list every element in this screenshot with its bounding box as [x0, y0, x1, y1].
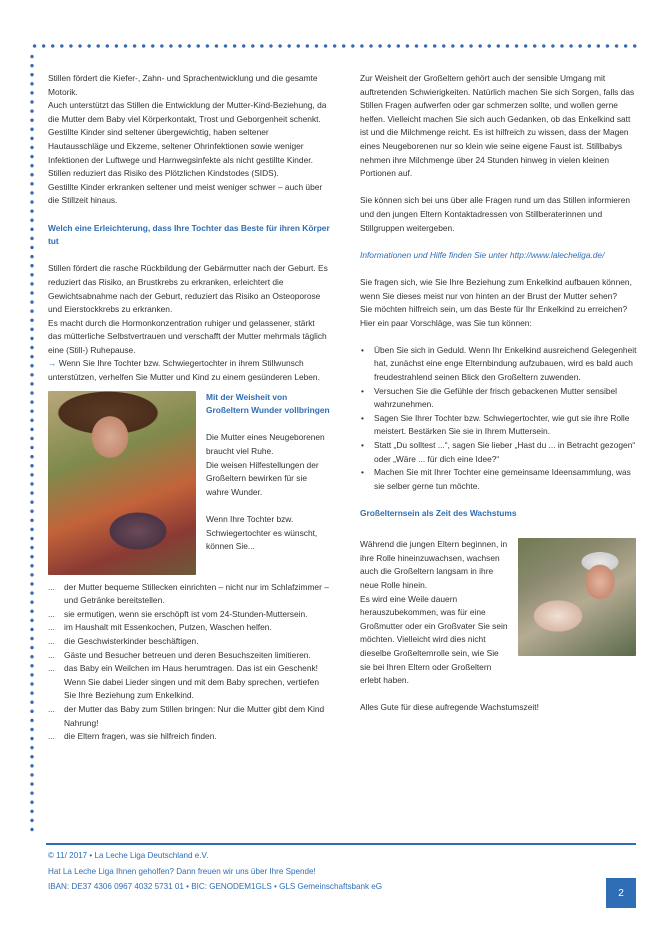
- mother-with-baby-photo: [48, 391, 196, 575]
- intro-paragraph: Gestillte Kinder erkranken seltener und meist weniger schwer – auch über die Stillzeit hinaus.: [48, 181, 323, 206]
- arrow-icon: →: [48, 358, 57, 369]
- intro-paragraph: Gestillte Kinder sind seltener übergewichtig, haben seltener Hautausschläge und Ekzeme, seltener Ohrinfektionen sowie weniger Infektionen der Luftwege und Harnwegsinfekte als nicht gestillte Kinder. Stillen reduziert das Risiko des Plötzlichen Kindstodes (SIDS).: [48, 127, 313, 179]
- caption-text: Wenn Ihre Tochter bzw. Schwiegertochter es wünscht, können Sie...: [206, 514, 318, 552]
- suggestion-list: [360, 344, 638, 494]
- photo-block: [48, 391, 330, 575]
- body-paragraph: Sie möchten hilfreich sein, um das Beste für Ihr Enkelkind zu erreichen? Hier ein paar Vorschläge, was Sie tun können:: [360, 304, 628, 328]
- caption-text: Die weisen Hilfestellungen der Großeltern bewirken für sie wahre Wunder.: [206, 459, 319, 497]
- list-item: ... die Geschwisterkinder beschäftigen.: [48, 635, 330, 649]
- bank-details-line: IBAN: DE37 4306 0967 4032 5731 01 • BIC: GENODEM1GLS • GLS Gemeinschaftsbank eG: [48, 882, 383, 891]
- list-item: • Üben Sie sich in Geduld. Wenn Ihr Enkelkind ausreichend Gelegenheit hat, zunächst eine enge Elternbindung aufzubauen, wird es bald auch freudestrahlend seinen Blick den Großeltern zuwenden.: [360, 344, 638, 385]
- copyright-line: © 11/ 2017 • La Leche Liga Deutschland e.V.: [48, 851, 209, 860]
- page-number: 2: [606, 878, 636, 908]
- closing-text: Alles Gute für diese aufregende Wachstumszeit!: [360, 702, 539, 713]
- photo-caption: [206, 391, 330, 575]
- list-item: • Sagen Sie Ihrer Tochter bzw. Schwiegertochter, wie gut sie ihre Rolle meistert. Bestärken Sie sie in Ihrem Muttersein.: [360, 412, 638, 439]
- right-column: [360, 72, 638, 715]
- list-item: ... das Baby ein Weilchen im Haus herumtragen. Das ist ein Geschenk! Wenn Sie dabei Lieder singen und mit dem Baby sprechen, vertiefen Sie Ihre Beziehung zum Enkelkind.: [48, 662, 330, 703]
- list-item: ... Gäste und Besucher betreuen und deren Besuchszeiten limitieren.: [48, 649, 330, 663]
- info-link[interactable]: Informationen und Hilfe finden Sie unter http://www.lalecheliga.de/: [360, 249, 605, 260]
- body-paragraph: Es macht durch die Hormonkonzentration ruhiger und gelassener, stärkt das mütterliche Selbstvertrauen und verschafft der Mutter mehrmals täglich eine (Still-) Ruhepause.: [48, 317, 327, 355]
- section-heading: Welch eine Erleichterung, dass Ihre Tochter das Beste für ihren Körper tut: [48, 222, 330, 247]
- list-item: • Machen Sie mit Ihrer Tochter eine gemeinsame Ideensammlung, was sie selber gerne tun möchte.: [360, 466, 638, 493]
- help-list: [48, 581, 330, 744]
- photo-heading: Mit der Weisheit von Großeltern Wunder vollbringen: [206, 391, 330, 416]
- photo-block: [360, 538, 638, 688]
- donation-line: Hat La Leche Liga Ihnen geholfen? Dann freuen wir uns über Ihre Spende!: [48, 866, 316, 876]
- body-paragraph: Zur Weisheit der Großeltern gehört auch der sensible Umgang mit auftretenden Schwierigkeiten. Natürlich machen Sie sich Sorgen, falls das Stillen Fragen aufwerfen oder gar schmerzen sollte, und wollen gerne helfen. Vielleicht machen Sie sich auch Gedanken, ob das Enkelkind satt ist und die Milchmenge reicht. Es ist hilfreich zu wissen, dass der Magen eines Neugeborenen nur so klein wie seine eigene Faust ist. Stillbabys nehmen ihre Milchmenge über 24 Stunden hinweg in vielen kleinen Portionen auf.: [360, 73, 635, 179]
- list-item: ... der Mutter das Baby zum Stillen bringen: Nur die Mutter gibt dem Kind Nahrung!: [48, 703, 330, 730]
- arrow-note: [48, 357, 330, 384]
- list-item: ... die Eltern fragen, was sie hilfreich finden.: [48, 730, 330, 744]
- section-heading: Großelternsein als Zeit des Wachstums: [360, 508, 517, 518]
- photo-caption: [360, 538, 510, 688]
- list-item: ... im Haushalt mit Essenkochen, Putzen, Waschen helfen.: [48, 621, 330, 635]
- body-paragraph: Sie fragen sich, wie Sie Ihre Beziehung zum Enkelkind aufbauen können, wenn Sie dieses meist nur von hinten an der Brust der Mutter sehen?: [360, 276, 632, 301]
- caption-text: Die Mutter eines Neugeborenen braucht viel Ruhe.: [206, 432, 325, 457]
- dotted-border-left: [30, 52, 34, 832]
- dotted-border-top: [30, 44, 642, 48]
- caption-text: Während die jungen Eltern beginnen, in ihre Rolle hineinzuwachsen, wachsen auch die Großeltern langsam in ihre neue Rolle hinein.: [360, 539, 508, 590]
- list-item: • Statt „Du solltest ...“, sagen Sie lieber „Hast du ... in Betracht gezogen“ oder „Wäre ... für dich eine Idee?“: [360, 439, 638, 466]
- intro-paragraph: Stillen fördert die Kiefer-, Zahn- und Sprachentwicklung und die gesamte Motorik.: [48, 73, 318, 97]
- list-item: ... sie ermutigen, wenn sie erschöpft ist vom 24-Stunden-Muttersein.: [48, 608, 330, 622]
- body-paragraph: Sie können sich bei uns über alle Fragen rund um das Stillen informieren und den jungen Eltern Kontaktadressen von Stillberaterinnen und Stillgruppen weitergeben.: [360, 195, 631, 233]
- arrow-note-text: Wenn Sie Ihre Tochter bzw. Schwiegertochter in ihrem Stillwunsch unterstützen, verhelfen Sie Mutter und Kind zu einem gesünderen Leben.: [48, 358, 320, 383]
- grandfather-with-baby-photo: [518, 538, 636, 656]
- list-item: ... der Mutter bequeme Stillecken einrichten – nicht nur im Schlafzimmer – und Getränke bereitstellen.: [48, 581, 330, 608]
- list-item: • Versuchen Sie die Gefühle der frisch gebackenen Mutter sensibel wahrzunehmen.: [360, 385, 638, 412]
- footer-divider: [46, 843, 636, 845]
- footer: [48, 848, 382, 895]
- body-paragraph: Stillen fördert die rasche Rückbildung der Gebärmutter nach der Geburt. Es reduziert das Risiko, an Brustkrebs zu erkranken, erleichtert die Gewichtsabnahme nach der Geburt, reduziert das Risiko an Osteoporose und Eierstockkrebs zu erkranken.: [48, 263, 328, 315]
- intro-paragraph: Auch unterstützt das Stillen die Entwicklung der Mutter-Kind-Beziehung, da die Mutter dem Baby viel Körperkontakt, Trost und Geborgenheit schenkt.: [48, 100, 327, 124]
- left-column: [48, 72, 330, 744]
- caption-text: Es wird eine Weile dauern herauszubekommen, was für eine Großmutter oder ein Großvater Sie sein möchten. Vielleicht wird dies nicht dieselbe Großelternrolle sein, wie Sie sie bei Ihren Eltern oder Großeltern erlebt haben.: [360, 593, 508, 686]
